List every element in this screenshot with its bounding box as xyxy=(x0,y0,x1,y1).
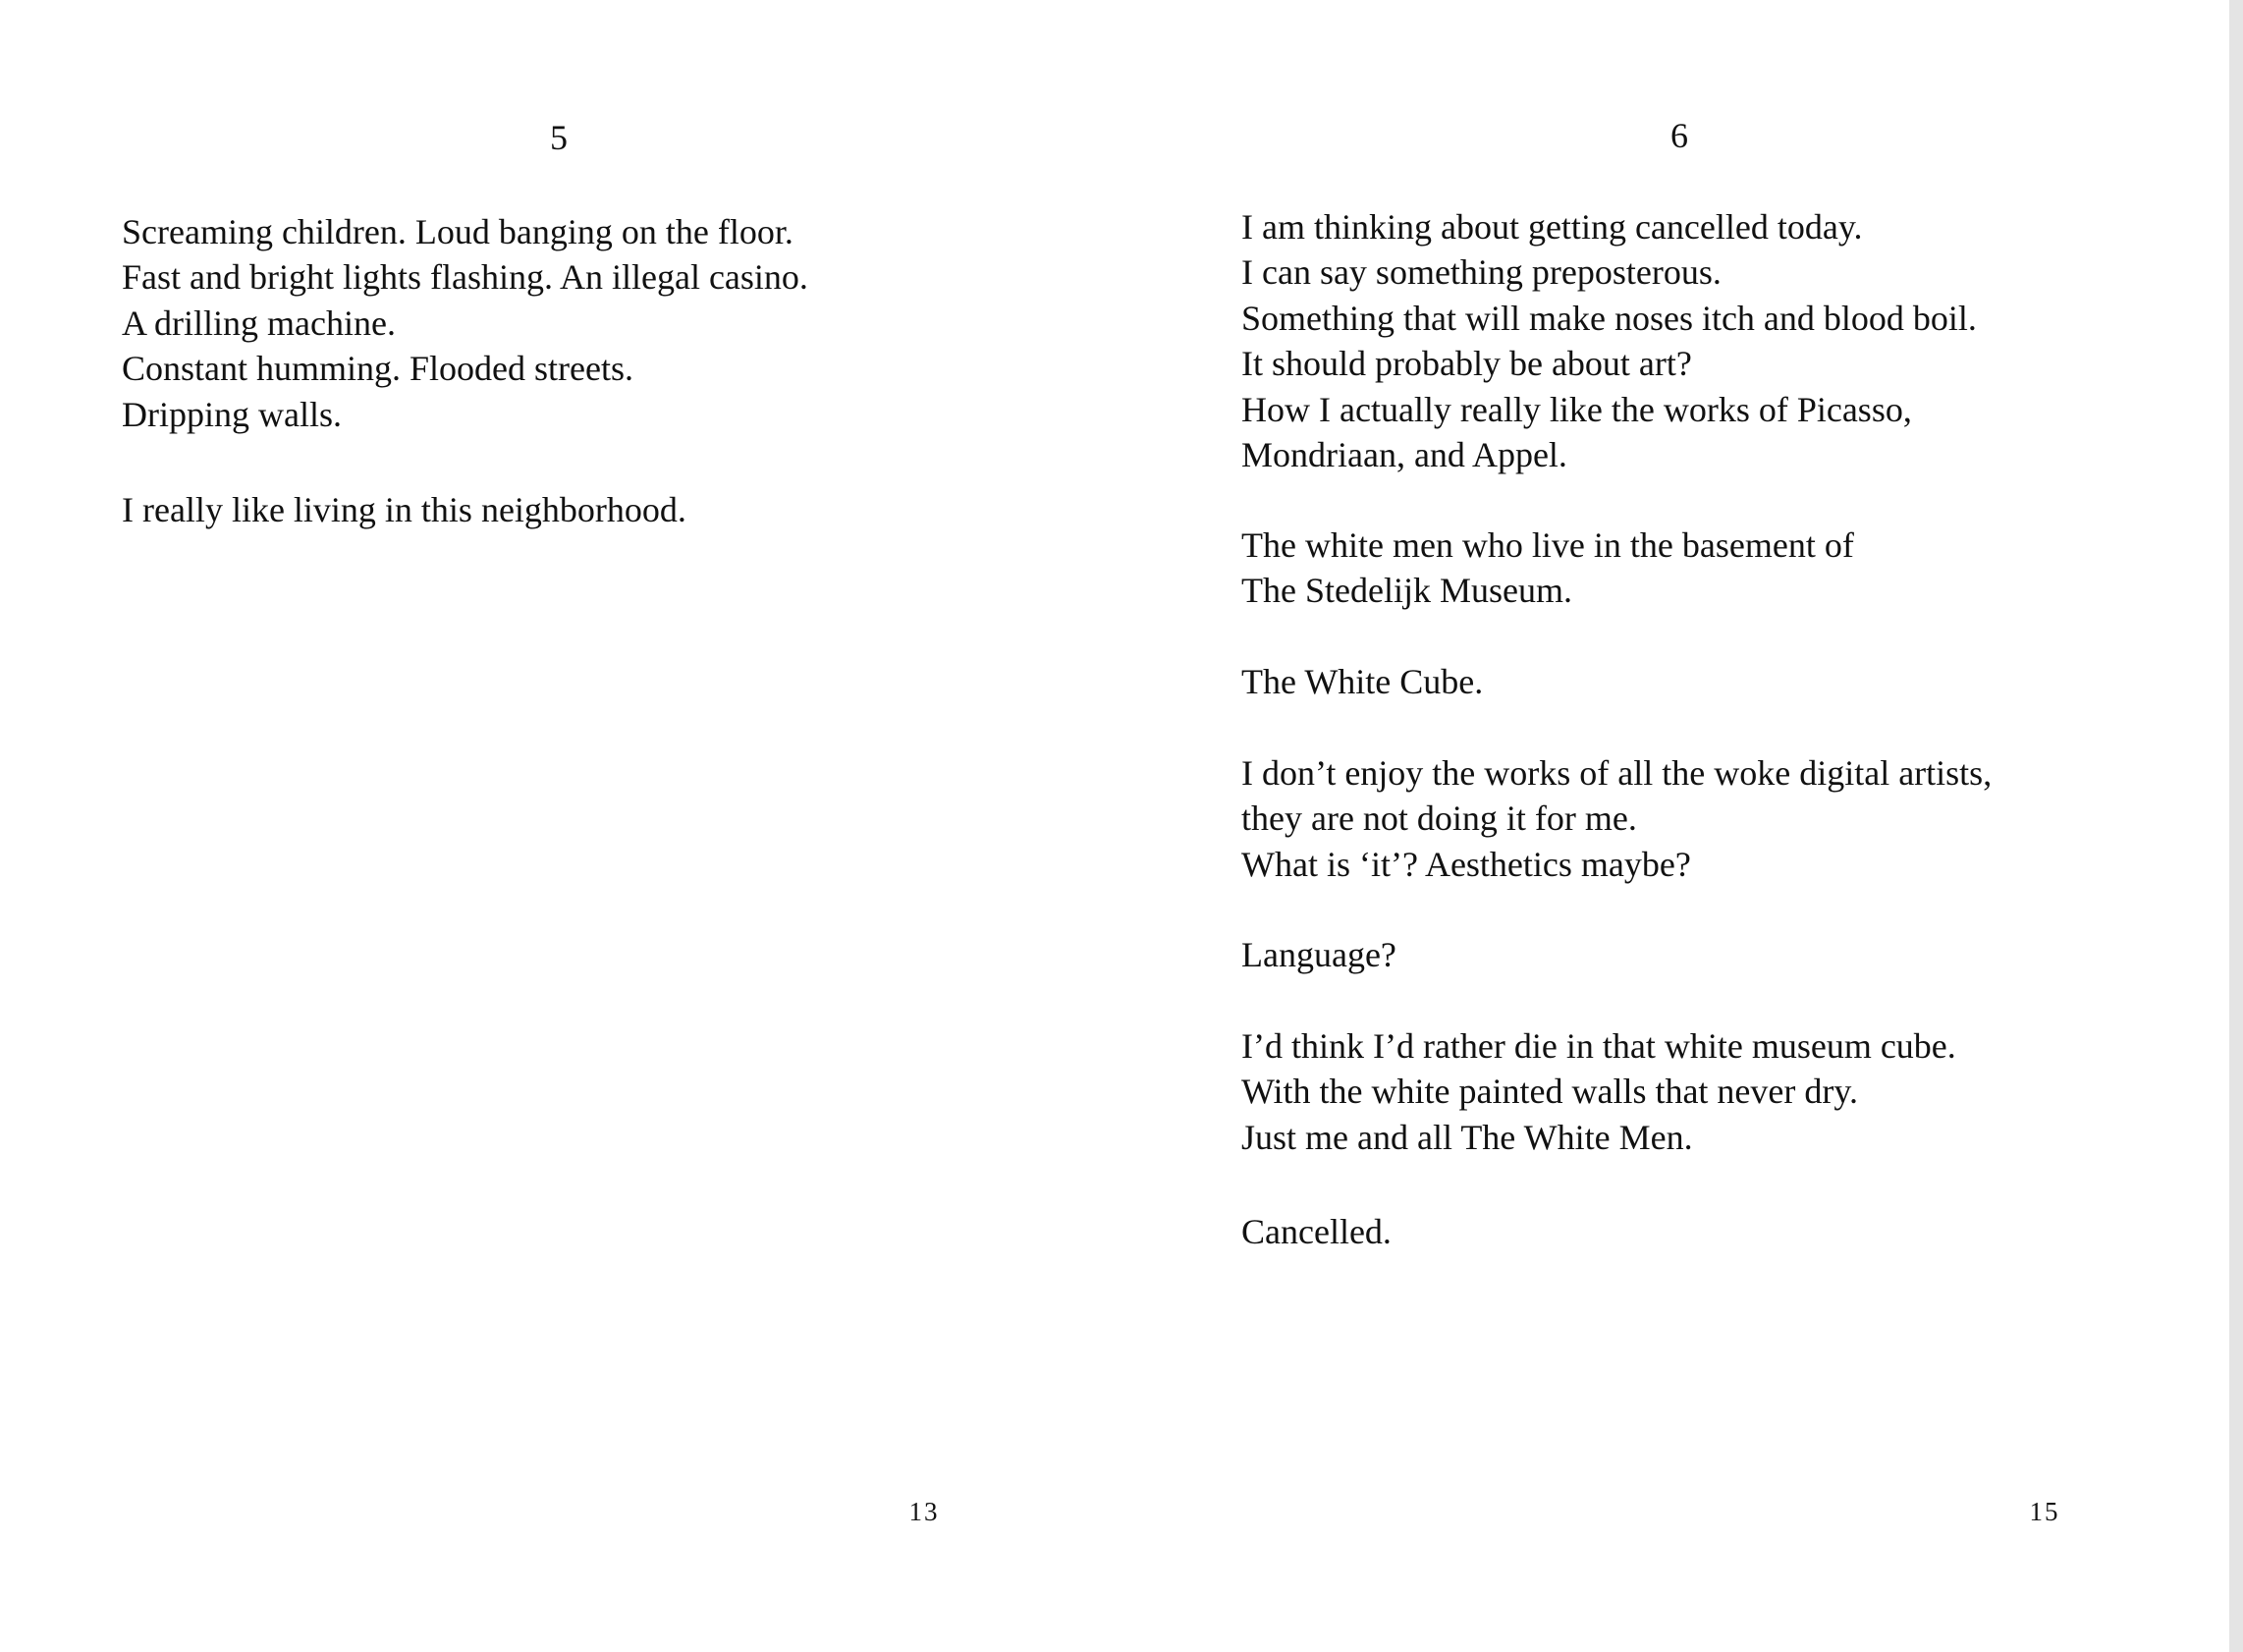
poem-line: I am thinking about getting cancelled today. xyxy=(1241,207,1863,247)
stanza xyxy=(122,209,808,437)
page-number: 15 xyxy=(2029,1497,2060,1526)
poem-line: they are not doing it for me. xyxy=(1241,798,1637,839)
poem-line: I really like living in this neighborhood. xyxy=(122,490,686,529)
stanza xyxy=(1241,659,1483,704)
poem-line: With the white painted walls that never dry. xyxy=(1241,1072,1859,1112)
poem-line: Cancelled. xyxy=(1241,1212,1392,1251)
stanza xyxy=(1241,750,1992,887)
poem-line: I’d think I’d rather die in that white museum cube. xyxy=(1241,1026,1956,1066)
poem-line: I can say something preposterous. xyxy=(1241,252,1722,293)
stanza xyxy=(122,487,686,532)
poem-line: Screaming children. Loud banging on the floor. xyxy=(122,212,793,251)
poem-line: Something that will make noses itch and blood boil. xyxy=(1241,298,1977,338)
poem-line: Mondriaan, and Appel. xyxy=(1241,435,1567,475)
stanza xyxy=(1241,1023,1956,1160)
poem-line: It should probably be about art? xyxy=(1241,344,1692,384)
stanza xyxy=(1241,523,1854,614)
stanza xyxy=(1241,204,1977,477)
stanza xyxy=(1241,1209,1392,1254)
poem-line: How I actually really like the works of Picasso, xyxy=(1241,389,1912,429)
poem-line: A drilling machine. xyxy=(122,303,396,343)
poem-line: Fast and bright lights flashing. An illegal casino. xyxy=(122,257,808,298)
poem-line: What is ‘it’? Aesthetics maybe? xyxy=(1241,844,1691,884)
poem-line: Dripping walls. xyxy=(122,394,342,434)
poem-line: Just me and all The White Men. xyxy=(1241,1117,1693,1157)
poem-number: 6 xyxy=(1670,116,1688,155)
page-number: 13 xyxy=(908,1497,940,1526)
poem-line: Constant humming. Flooded streets. xyxy=(122,349,633,389)
right-page xyxy=(1122,0,2229,1652)
poem-line: Language? xyxy=(1241,935,1396,974)
poem-number: 5 xyxy=(550,118,568,157)
poem-line: The White Cube. xyxy=(1241,662,1484,701)
poem-line: The Stedelijk Museum. xyxy=(1241,571,1572,611)
page-edge-shadow xyxy=(2229,0,2243,1652)
stanza xyxy=(1241,932,1396,977)
poem-line: I don’t enjoy the works of all the woke digital artists, xyxy=(1241,753,1993,793)
poem-line: The white men who live in the basement of xyxy=(1241,525,1854,565)
